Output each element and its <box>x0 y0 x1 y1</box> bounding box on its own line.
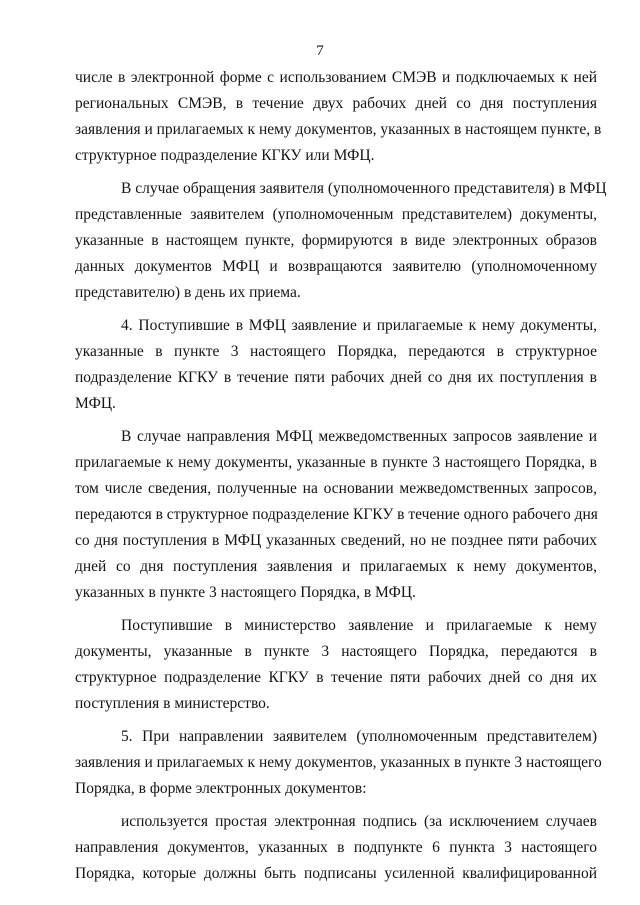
text-line: прилагаемые к нему документы, указанные в пункте 3 настоящего Порядка, в <box>75 454 597 471</box>
text-line: используется простая электронная подпись (за исключением случаев <box>121 813 597 830</box>
text-line: указанные в пункте 3 настоящего Порядка, передаются в структурное <box>75 343 597 360</box>
text-line: Порядка, которые должны быть подписаны усиленной квалифицированной <box>75 865 597 882</box>
text-line: том числе сведения, полученные на основании межведомственных запросов, <box>75 480 597 497</box>
paragraph <box>75 424 597 606</box>
text-line: направления документов, указанных в подпункте 6 пункта 3 настоящего <box>75 839 597 856</box>
text-line: структурное подразделение КГКУ в течение пяти рабочих дней со дня их <box>75 669 597 686</box>
page-number: 7 <box>316 43 324 59</box>
text-line: поступления в министерство. <box>75 695 270 712</box>
text-line: 5. При направлении заявителем (уполномоченным представителем) <box>121 728 597 745</box>
text-line: дней со дня поступления заявления и прилагаемых к нему документов, <box>75 558 597 575</box>
paragraph <box>75 313 597 417</box>
text-line: заявления и прилагаемых к нему документов, указанных в пункте 3 настоящего <box>75 754 602 771</box>
paragraph-gap <box>75 606 597 613</box>
paragraph <box>75 65 602 169</box>
text-line: Порядка, в форме электронных документов: <box>75 780 367 797</box>
text-line: В случае обращения заявителя (уполномоченного представителя) в МФЦ <box>121 180 607 197</box>
text-line: структурное подразделение КГКУ или МФЦ. <box>75 147 375 164</box>
text-line: указанные в настоящем пункте, формируются в виде электронных образов <box>75 232 597 249</box>
text-line: 4. Поступившие в МФЦ заявление и прилагаемые к нему документы, <box>121 317 597 334</box>
text-line: документы, указанные в пункте 3 настоящего Порядка, передаются в <box>75 643 597 660</box>
paragraph <box>75 724 602 802</box>
text-line: МФЦ. <box>75 395 116 412</box>
document-body <box>75 65 607 887</box>
text-line: передаются в структурное подразделение КГКУ в течение одного рабочего дня <box>75 506 598 523</box>
text-line: представителю) в день их приема. <box>75 284 301 301</box>
paragraph-gap <box>75 802 597 809</box>
text-line: данных документов МФЦ и возвращаются заявителю (уполномоченному <box>75 258 597 275</box>
paragraph-gap <box>75 717 597 724</box>
text-line: Поступившие в министерство заявление и прилагаемые к нему <box>121 617 597 634</box>
text-line: со дня поступления в МФЦ указанных сведений, но не позднее пяти рабочих <box>75 532 597 549</box>
paragraph <box>75 809 597 887</box>
text-line: указанных в пункте 3 настоящего Порядка, в МФЦ. <box>75 584 416 601</box>
paragraph-gap <box>75 417 597 424</box>
text-line: В случае направления МФЦ межведомственных запросов заявление и <box>121 428 597 445</box>
text-line: числе в электронной форме с использованием СМЭВ и подключаемых к ней <box>75 69 597 86</box>
paragraph-gap <box>75 169 597 176</box>
text-line: региональных СМЭВ, в течение двух рабочих дней со дня поступления <box>75 95 597 112</box>
text-line: представленные заявителем (уполномоченным представителем) документы, <box>75 206 597 223</box>
paragraph <box>75 176 607 306</box>
text-line: заявления и прилагаемых к нему документов, указанных в настоящем пункте, в <box>75 121 602 138</box>
paragraph-gap <box>75 306 597 313</box>
paragraph <box>75 613 597 717</box>
text-line: подразделение КГКУ в течение пяти рабочих дней со дня их поступления в <box>75 369 597 386</box>
